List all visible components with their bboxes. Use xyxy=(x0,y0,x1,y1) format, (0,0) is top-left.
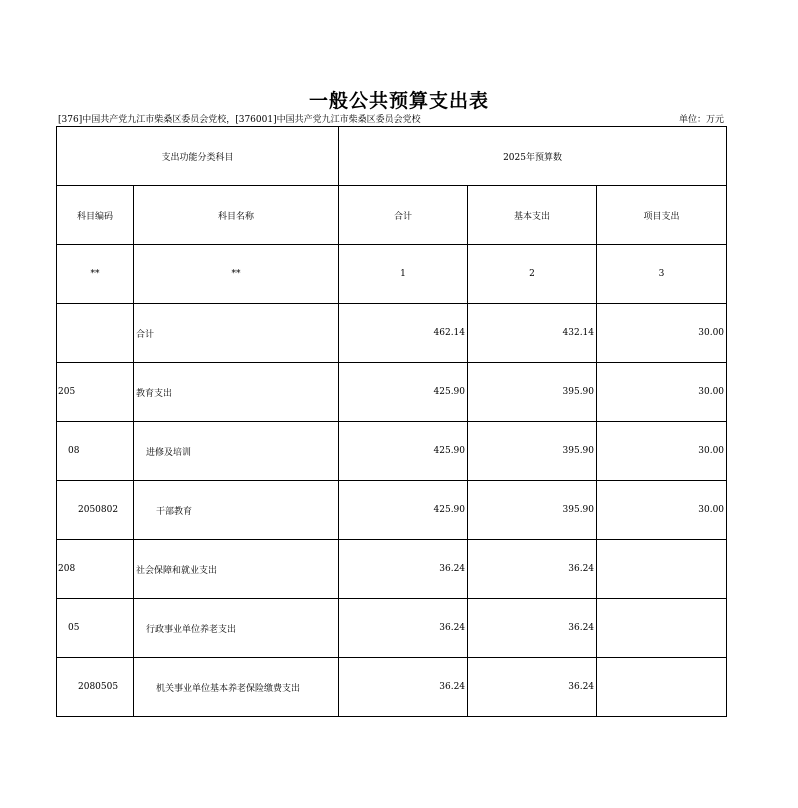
row-code: 205 xyxy=(57,363,134,422)
index-basic: 2 xyxy=(468,245,597,304)
index-code: ** xyxy=(57,245,134,304)
row-total: 425.90 xyxy=(339,363,468,422)
row-name: 合计 xyxy=(134,304,339,363)
unit-label: 单位：万元 xyxy=(678,115,724,125)
index-row xyxy=(57,245,727,304)
table-row xyxy=(57,422,727,481)
header-name: 科目名称 xyxy=(134,186,339,245)
row-total: 36.24 xyxy=(339,599,468,658)
row-name: 社会保障和就业支出 xyxy=(134,540,339,599)
header-code: 科目编码 xyxy=(57,186,134,245)
header-project: 项目支出 xyxy=(597,186,727,245)
table-row xyxy=(57,599,727,658)
header-category: 支出功能分类科目 xyxy=(57,127,339,186)
row-project xyxy=(597,599,727,658)
budget-table xyxy=(56,126,727,717)
row-name: 教育支出 xyxy=(134,363,339,422)
table-row xyxy=(57,363,727,422)
row-basic: 36.24 xyxy=(468,540,597,599)
header-basic: 基本支出 xyxy=(468,186,597,245)
row-code xyxy=(57,304,134,363)
row-code: 2080505 xyxy=(57,658,134,717)
header-total: 合计 xyxy=(339,186,468,245)
row-basic: 395.90 xyxy=(468,422,597,481)
index-project: 3 xyxy=(597,245,727,304)
row-total: 425.90 xyxy=(339,481,468,540)
row-project: 30.00 xyxy=(597,422,727,481)
index-name: ** xyxy=(134,245,339,304)
row-project: 30.00 xyxy=(597,304,727,363)
organization-label: [376]中国共产党九江市柴桑区委员会党校，[376001]中国共产党九江市柴桑区委员会党校 xyxy=(58,115,421,125)
row-code: 208 xyxy=(57,540,134,599)
row-basic: 36.24 xyxy=(468,599,597,658)
row-total: 36.24 xyxy=(339,658,468,717)
page-title: 一般公共预算支出表 xyxy=(308,90,489,112)
row-basic: 395.90 xyxy=(468,363,597,422)
header-budget: 2025年预算数 xyxy=(339,127,727,186)
header-row-group xyxy=(57,127,727,186)
row-project xyxy=(597,658,727,717)
row-code: 08 xyxy=(57,422,134,481)
table-row xyxy=(57,540,727,599)
row-code: 05 xyxy=(57,599,134,658)
row-total: 425.90 xyxy=(339,422,468,481)
row-name: 机关事业单位基本养老保险缴费支出 xyxy=(134,658,339,717)
table-row xyxy=(57,481,727,540)
row-code: 2050802 xyxy=(57,481,134,540)
row-name: 干部教育 xyxy=(134,481,339,540)
row-basic: 395.90 xyxy=(468,481,597,540)
row-total: 36.24 xyxy=(339,540,468,599)
row-basic: 36.24 xyxy=(468,658,597,717)
table-row xyxy=(57,304,727,363)
row-name: 进修及培训 xyxy=(134,422,339,481)
row-name: 行政事业单位养老支出 xyxy=(134,599,339,658)
row-project: 30.00 xyxy=(597,363,727,422)
table-row xyxy=(57,658,727,717)
row-total: 462.14 xyxy=(339,304,468,363)
row-project: 30.00 xyxy=(597,481,727,540)
row-project xyxy=(597,540,727,599)
header-row-columns xyxy=(57,186,727,245)
index-total: 1 xyxy=(339,245,468,304)
row-basic: 432.14 xyxy=(468,304,597,363)
